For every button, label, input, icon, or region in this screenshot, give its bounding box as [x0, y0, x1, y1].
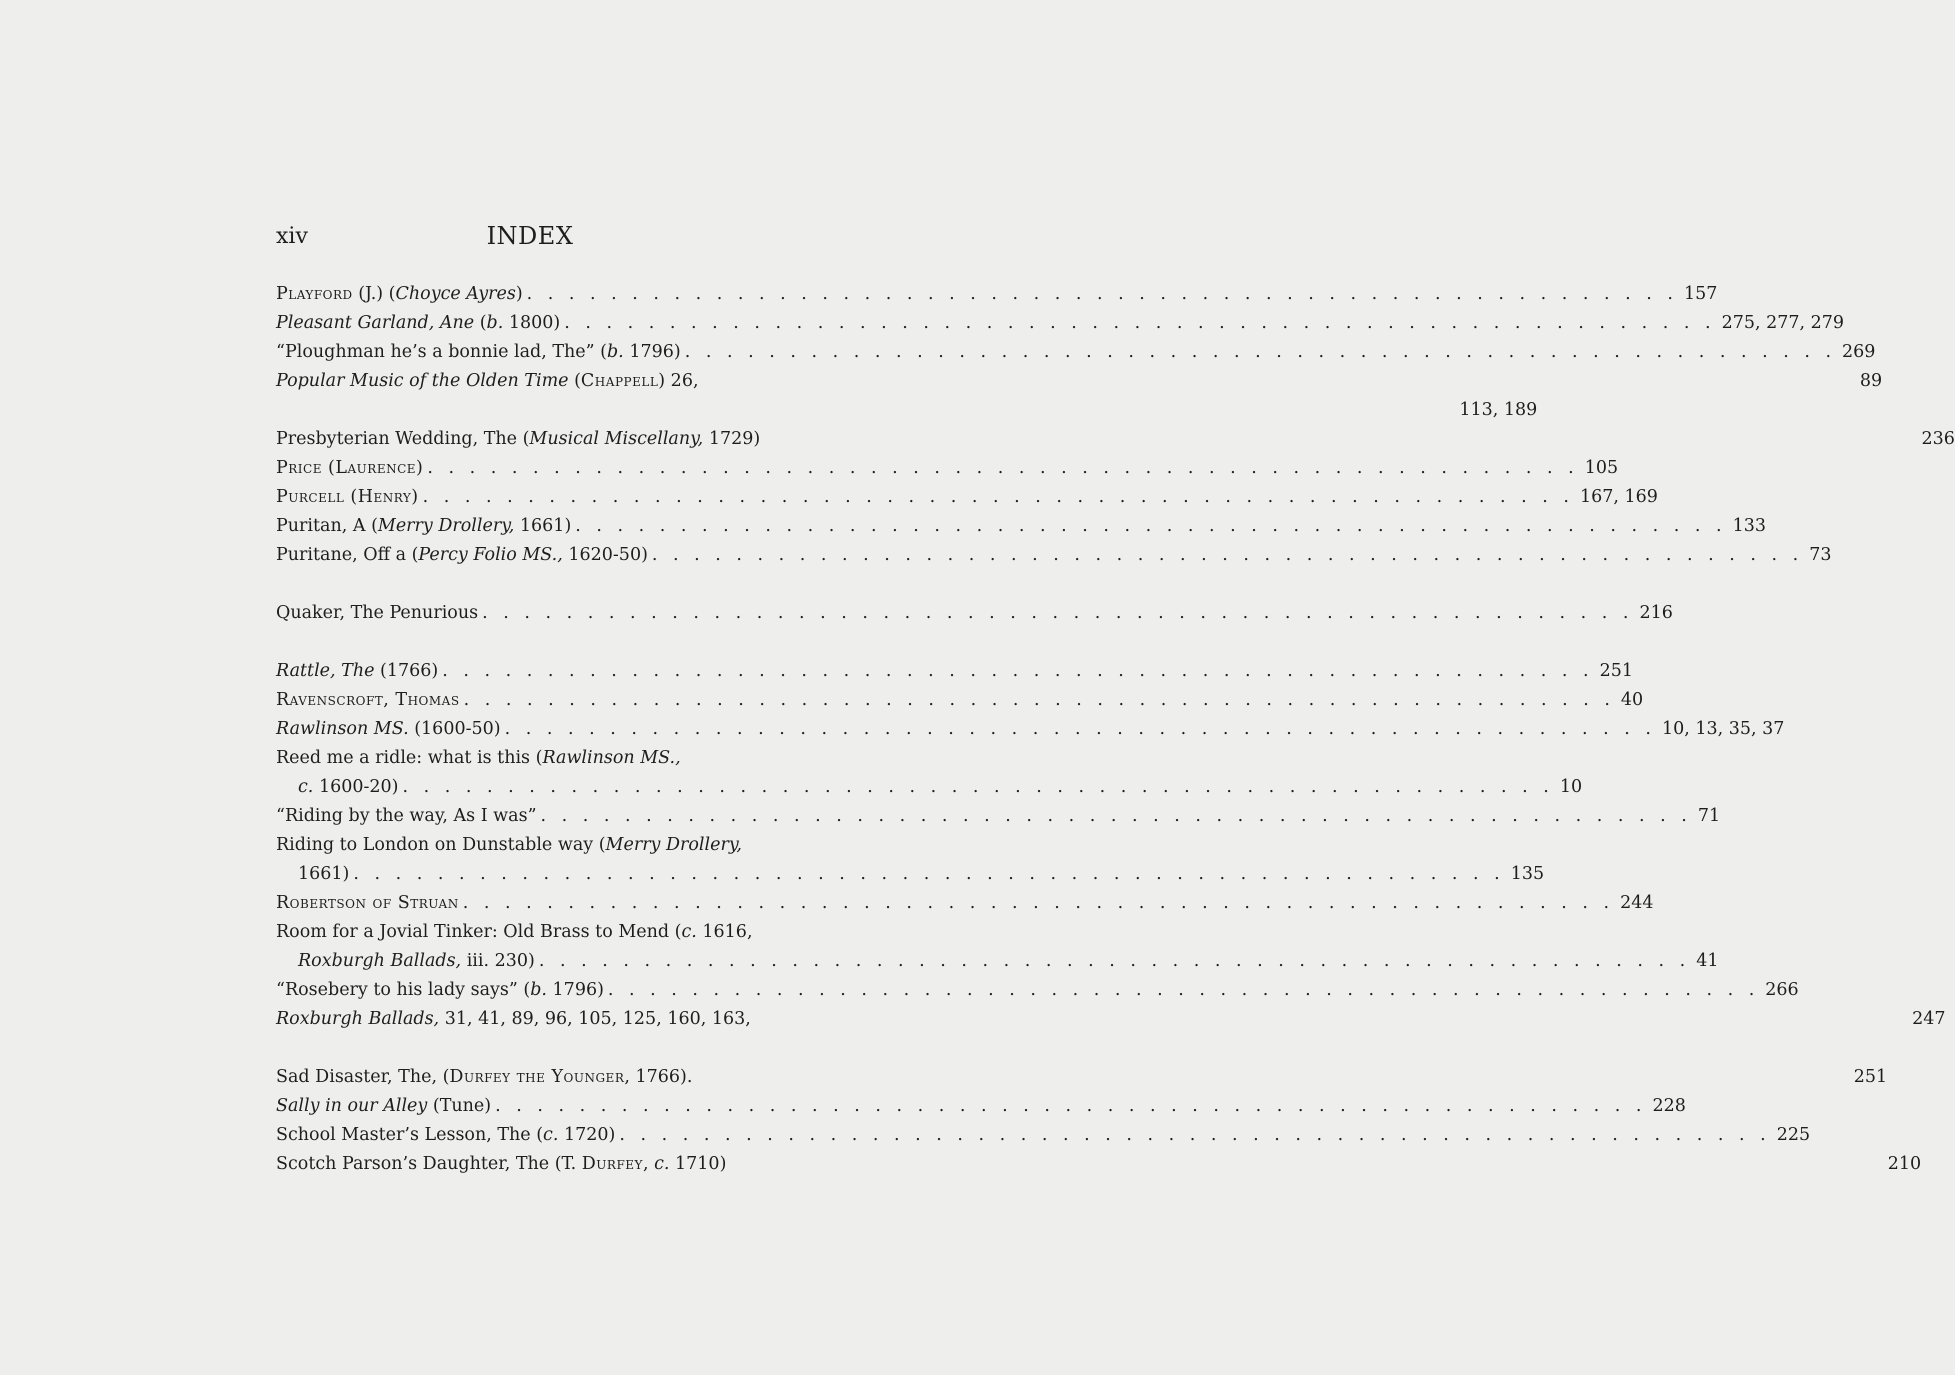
index-entry: [276, 338, 1876, 367]
index-entry: [276, 918, 784, 947]
dot-leader: [560, 309, 1715, 338]
index-entry: [276, 744, 784, 773]
entry-text-segment: 1661): [514, 516, 572, 536]
entry-text-segment: Merry Drollery,: [377, 516, 515, 536]
entry-text-segment: (: [474, 313, 487, 333]
page-references: 216: [1639, 603, 1673, 623]
entry-text-segment: Quaker, The Penurious: [276, 603, 479, 623]
page-title: INDEX: [486, 222, 574, 250]
entry-text: [276, 1121, 615, 1150]
dot-leader: [537, 802, 1692, 831]
entry-text: [298, 860, 349, 889]
entry-text-segment: 1796): [546, 980, 604, 1000]
entry-text: [276, 744, 681, 773]
entry-text-segment: 1600-20): [313, 777, 399, 797]
entry-text: [276, 802, 537, 831]
entry-text-segment: 1710): [669, 1154, 727, 1174]
entry-text-segment: Scotch Parson’s Daughter, The (T.: [276, 1154, 582, 1174]
entry-text: [276, 686, 460, 715]
index-entry: [276, 1005, 1946, 1034]
entry-text: [298, 947, 535, 976]
page-references: 236: [1921, 429, 1955, 449]
index-entry: [276, 541, 1832, 570]
page-references: 135: [1510, 864, 1545, 884]
dot-leader: [615, 1121, 1770, 1150]
entry-text-segment: 31, 41, 89, 96, 105, 125, 160, 163,: [439, 1009, 751, 1029]
entry-text: [276, 831, 742, 860]
entry-text-segment: Choyce Ayres: [395, 284, 516, 304]
page-number: xiv: [276, 224, 308, 249]
entry-text-segment: b.: [606, 342, 624, 362]
entry-text-segment: iii. 230): [461, 951, 535, 971]
entry-text-segment: “Ploughman he’s a bonnie lad, The” (: [276, 342, 607, 362]
entry-text-segment: 1661): [298, 864, 350, 884]
dot-leader: [681, 338, 1836, 367]
entry-text: [276, 280, 523, 309]
entry-text-segment: Purcell (Henry): [276, 487, 419, 507]
page-header: [276, 222, 784, 256]
entry-text-segment: Popular Music of the Olden Time: [276, 371, 569, 391]
page-references: 133: [1732, 516, 1767, 536]
entry-text-segment: Rawlinson MS.,: [542, 748, 681, 768]
dot-leader: [438, 657, 1593, 686]
page-references: 41: [1696, 951, 1719, 971]
dot-leader: [501, 715, 1656, 744]
page-references: 269: [1842, 342, 1876, 362]
index-entry: [276, 715, 1785, 744]
entry-text: [276, 367, 699, 396]
index-entry-continuation: [276, 396, 1538, 425]
entry-text-segment: b.: [530, 980, 547, 1000]
entry-text: [276, 483, 419, 512]
entry-text-segment: ,: [642, 1154, 655, 1174]
entry-text-segment: 1800): [503, 313, 561, 333]
entry-text: [276, 454, 423, 483]
entry-text-segment: (Tune): [427, 1096, 492, 1116]
dot-leader: [349, 860, 1504, 889]
entry-text-segment: Room for a Jovial Tinker: Old Brass to Mend (: [276, 922, 682, 942]
entry-text-segment: 1616,: [696, 922, 753, 942]
index-entry: [276, 454, 1619, 483]
index-entry: [276, 483, 1658, 512]
entry-text-segment: c.: [298, 777, 314, 797]
entry-text: [276, 309, 560, 338]
index-entry: [276, 1092, 1686, 1121]
entry-text: [276, 1063, 692, 1092]
dot-leader: [604, 976, 1759, 1005]
entry-text-segment: Sally in our Alley: [276, 1096, 428, 1116]
index-entry: [276, 309, 1845, 338]
entry-text-segment: 1720): [558, 1125, 616, 1145]
index-entry: [276, 425, 1955, 454]
page-references: [1897, 831, 1903, 860]
dot-leader: [459, 889, 1614, 918]
dot-leader: [535, 947, 1690, 976]
entry-text-segment: (J.) (: [352, 284, 396, 304]
entry-text-segment: Rattle, The: [276, 661, 375, 681]
dot-leader: [491, 1092, 1646, 1121]
index-entry: [276, 512, 1767, 541]
index-entry: [276, 280, 1718, 309]
entry-text-segment: Ravenscroft, Thomas: [276, 690, 460, 710]
entry-text-segment: Playford: [276, 284, 353, 304]
page-references: 210: [1887, 1154, 1922, 1174]
entry-text-segment: Puritane, Off a (: [276, 545, 419, 565]
page-references: [1908, 918, 1914, 947]
page-references: 225: [1776, 1125, 1811, 1145]
entry-text-segment: c.: [681, 922, 697, 942]
index-entry-continuation: [276, 860, 1545, 889]
entry-text-segment: Robertson of Struan: [276, 893, 459, 913]
entry-text: [276, 889, 459, 918]
entry-text-segment: Durfey the Younger: [449, 1067, 625, 1087]
page-references: 105: [1584, 458, 1619, 478]
dot-leader: [460, 686, 1615, 715]
page-references: 10, 13, 35, 37: [1661, 719, 1785, 739]
entry-text-segment: Reed me a ridle: what is this (: [276, 748, 543, 768]
entry-text-segment: 1729): [703, 429, 761, 449]
entry-text-segment: “Riding by the way, As I was”: [276, 806, 537, 826]
entry-text-segment: School Master’s Lesson, The (: [276, 1125, 544, 1145]
entry-text-segment: Chappell: [580, 371, 659, 391]
page-references: 113, 189: [1459, 400, 1538, 420]
index-entry: [276, 367, 1883, 396]
dot-leader: [648, 541, 1803, 570]
entry-text: [276, 541, 648, 570]
entry-text-segment: (1600-50): [408, 719, 501, 739]
page-references: 89: [1859, 371, 1883, 391]
entry-text-segment: 1796): [623, 342, 681, 362]
page-references: 40: [1620, 690, 1644, 710]
entry-text: [276, 1092, 491, 1121]
dot-leader: [398, 773, 1553, 802]
entry-text: [276, 425, 760, 454]
index-entry: [276, 831, 784, 860]
entry-text: [276, 599, 478, 628]
entry-text: [276, 918, 753, 947]
dot-leader: [523, 280, 1678, 309]
entry-text-segment: Sad Disaster, The, (: [276, 1067, 450, 1087]
index-entry: [276, 1063, 1888, 1092]
entry-text-segment: “Rosebery to his lady says” (: [276, 980, 531, 1000]
entry-text: [276, 715, 501, 744]
index-entry: [276, 889, 1654, 918]
entry-text-segment: Roxburgh Ballads,: [276, 1009, 440, 1029]
entry-text-segment: Presbyterian Wedding, The (: [276, 429, 530, 449]
index-entry: [276, 1150, 1922, 1179]
page-references: 10: [1559, 777, 1583, 797]
page-references: 228: [1652, 1096, 1686, 1116]
index-entry: [276, 657, 1633, 686]
page-references: [1836, 744, 1842, 773]
entry-text-segment: Pleasant Garland, Ane: [276, 313, 475, 333]
entry-text-segment: Musical Miscellany,: [529, 429, 704, 449]
entry-text-segment: 1620-50): [562, 545, 648, 565]
entry-text-segment: Durfey: [581, 1154, 643, 1174]
entry-text: [276, 1005, 751, 1034]
index-list: [276, 280, 1955, 1179]
page-references: 251: [1599, 661, 1633, 681]
entry-text-segment: c.: [543, 1125, 559, 1145]
entry-text-segment: ) 26,: [658, 371, 699, 391]
entry-text-segment: Roxburgh Ballads,: [298, 951, 462, 971]
dot-leader: [478, 599, 1633, 628]
page-references: 251: [1853, 1067, 1888, 1087]
index-entry: [276, 686, 1644, 715]
page-references: 71: [1697, 806, 1721, 826]
entry-text-segment: (: [568, 371, 581, 391]
entry-text: [276, 1150, 726, 1179]
entry-text: [298, 773, 398, 802]
entry-text: [276, 512, 571, 541]
entry-text-segment: ): [515, 284, 523, 304]
entry-text: [276, 338, 681, 367]
page-references: 244: [1620, 893, 1654, 913]
page-references: 157: [1684, 284, 1718, 304]
entry-text: [276, 976, 604, 1005]
entry-text-segment: Riding to London on Dunstable way (: [276, 835, 606, 855]
index-entry: [276, 599, 1673, 628]
entry-text-segment: (1766): [374, 661, 439, 681]
index-entry: [276, 1121, 1811, 1150]
page-references: 73: [1809, 545, 1832, 565]
entry-text-segment: Percy Folio MS.,: [418, 545, 563, 565]
page-references: 247: [1912, 1009, 1946, 1029]
entry-text-segment: Rawlinson MS.: [276, 719, 409, 739]
page-references: 275, 277, 279: [1721, 313, 1845, 333]
dot-leader: [571, 512, 1726, 541]
index-entry-continuation: [276, 773, 1583, 802]
dot-leader: [419, 483, 1574, 512]
entry-text-segment: Puritan, A (: [276, 516, 378, 536]
entry-text-segment: b.: [486, 313, 504, 333]
page-references: 266: [1765, 980, 1799, 1000]
dot-leader: [423, 454, 1578, 483]
index-entry: [276, 802, 1721, 831]
entry-text-segment: , 1766).: [624, 1067, 693, 1087]
index-entry: [276, 976, 1799, 1005]
entry-text-segment: c.: [654, 1154, 670, 1174]
entry-text: [276, 657, 438, 686]
page-references: 167, 169: [1579, 487, 1658, 507]
entry-text-segment: Price (Laurence): [276, 458, 424, 478]
entry-text-segment: Merry Drollery,: [605, 835, 742, 855]
index-entry-continuation: [276, 947, 1719, 976]
